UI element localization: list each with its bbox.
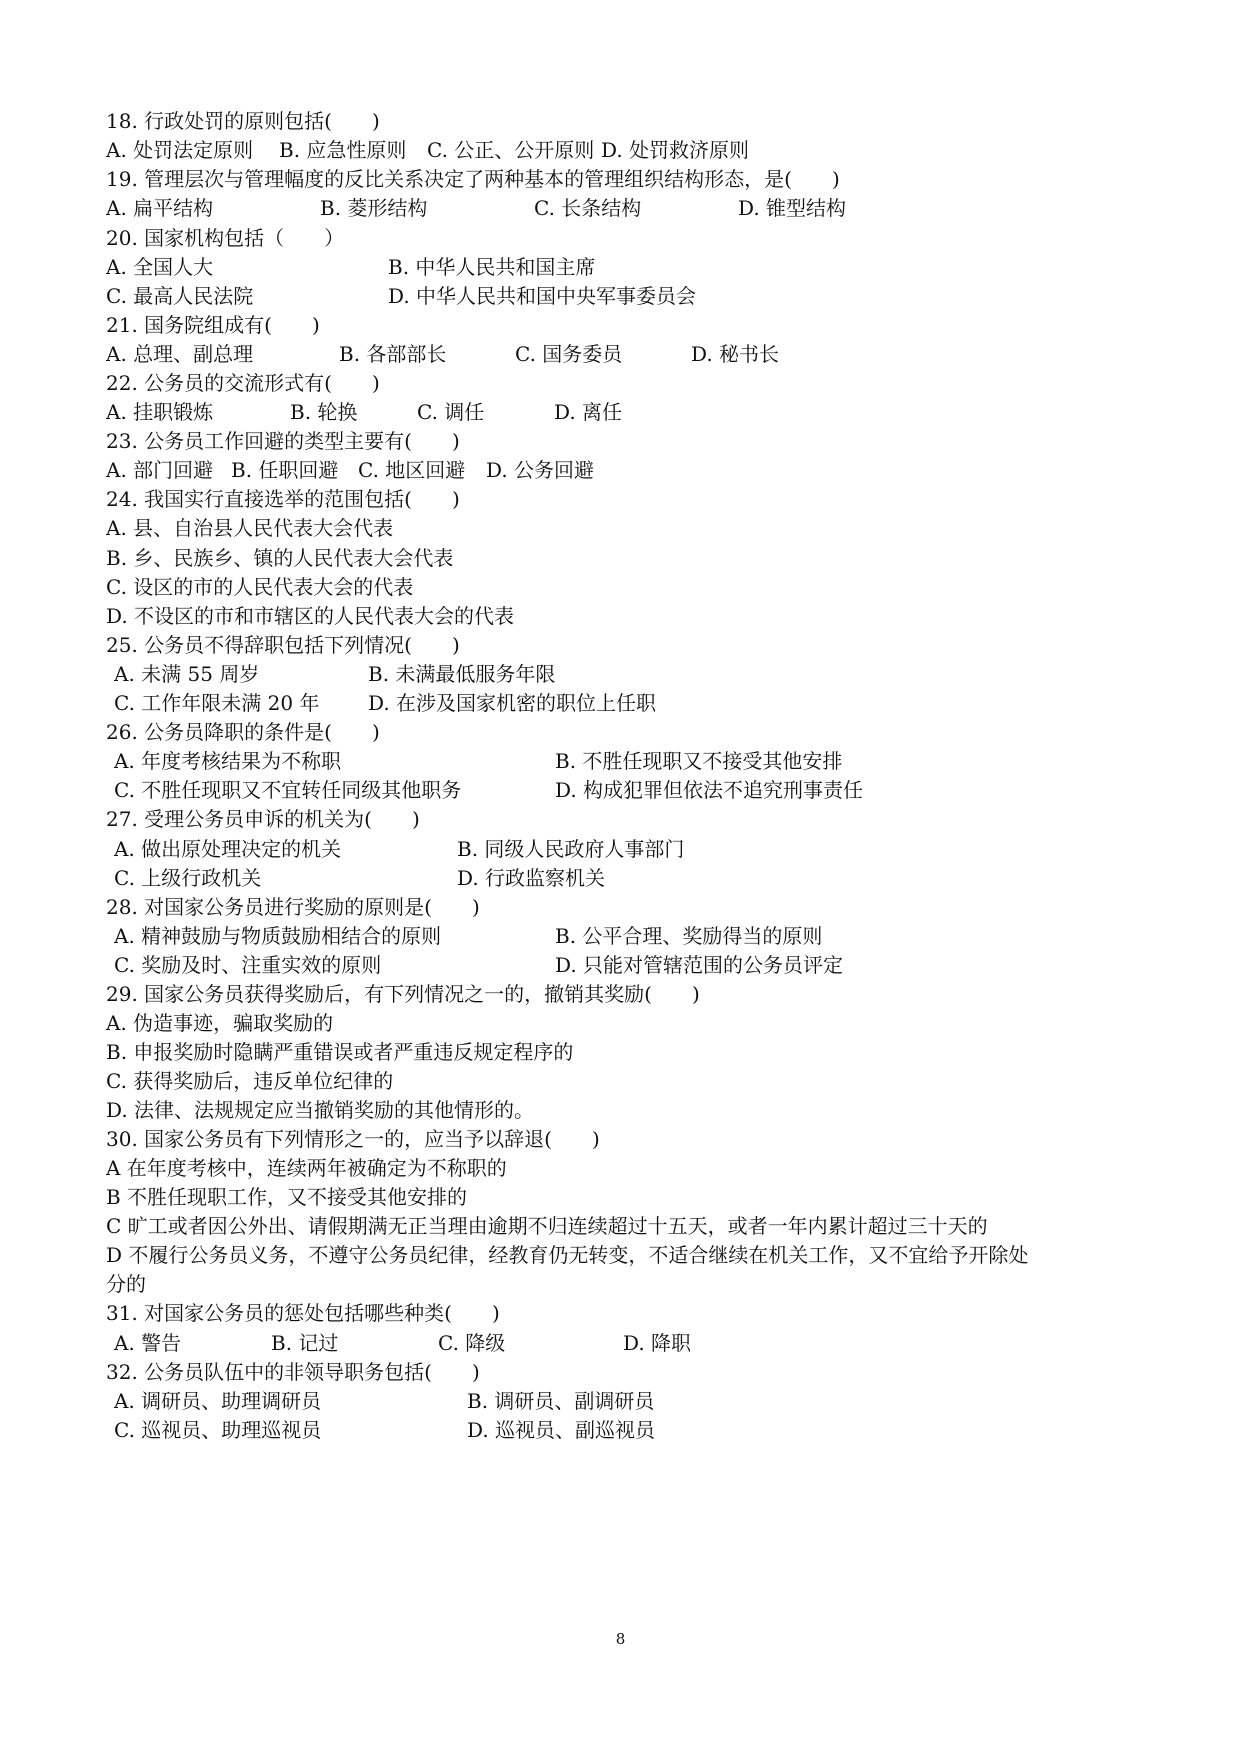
option: C. 巡视员、助理巡视员 xyxy=(114,1418,322,1442)
options-row xyxy=(114,690,714,716)
option: D. 不设区的市和市辖区的人民代表大会的代表 xyxy=(106,604,515,628)
page-number: 8 xyxy=(615,1630,626,1648)
option: C. 不胜任现职又不宜转任同级其他职务 xyxy=(114,778,462,802)
option: B. 记过 xyxy=(271,1331,339,1355)
option: B. 菱形结构 xyxy=(320,196,428,220)
option: C. 最高人民法院 xyxy=(106,284,254,308)
option: D. 公务回避 xyxy=(486,458,595,482)
options-row xyxy=(106,457,706,483)
option: D. 构成犯罪但依法不追究刑事责任 xyxy=(555,778,864,802)
option: D. 中华人民共和国中央军事委员会 xyxy=(388,284,697,308)
question-stem: 24. 我国实行直接选举的范围包括( ) xyxy=(106,487,460,511)
option: A. 年度考核结果为不称职 xyxy=(114,749,342,773)
option: B. 未满最低服务年限 xyxy=(368,662,556,686)
option: C. 公正、公开原则 xyxy=(427,138,595,162)
option: A. 县、自治县人民代表大会代表 xyxy=(106,516,394,540)
option: D 不履行公务员义务，不遵守公务员纪律，经教育仍无转变，不适合继续在机关工作，又不宜给予开除处 xyxy=(106,1243,1029,1267)
question-stem: 20. 国家机构包括（ ） xyxy=(106,226,345,250)
question-stem: 23. 公务员工作回避的类型主要有( ) xyxy=(106,429,460,453)
option: A. 做出原处理决定的机关 xyxy=(114,837,342,861)
option: D. 在涉及国家机密的职位上任职 xyxy=(368,691,657,715)
option: A. 全国人大 xyxy=(106,255,214,279)
option: A. 挂职锻炼 xyxy=(106,400,214,424)
option: C. 获得奖励后，违反单位纪律的 xyxy=(106,1069,394,1093)
option: D. 处罚救济原则 xyxy=(601,138,750,162)
options-row xyxy=(114,1330,814,1356)
question-stem: 18. 行政处罚的原则包括( ) xyxy=(106,109,380,133)
options-row xyxy=(114,923,914,949)
option: B. 申报奖励时隐瞒严重错误或者严重违反规定程序的 xyxy=(106,1040,574,1064)
question-stem: 27. 受理公务员申诉的机关为( ) xyxy=(106,807,420,831)
option: A 在年度考核中，连续两年被确定为不称职的 xyxy=(106,1156,507,1180)
option: A. 未满 55 周岁 xyxy=(114,662,260,686)
question-stem: 26. 公务员降职的条件是( ) xyxy=(106,720,380,744)
option: D. 只能对管辖范围的公务员评定 xyxy=(555,953,844,977)
options-row xyxy=(114,661,714,687)
option: D. 降职 xyxy=(623,1331,692,1355)
option: B. 各部部长 xyxy=(339,342,447,366)
options-row xyxy=(114,836,814,862)
options-row xyxy=(114,1388,814,1414)
question-stem: 21. 国务院组成有( ) xyxy=(106,313,320,337)
question-stem: 32. 公务员队伍中的非领导职务包括( ) xyxy=(106,1360,480,1384)
options-row xyxy=(106,399,706,425)
option: B. 应急性原则 xyxy=(279,138,407,162)
option: A. 处罚法定原则 xyxy=(106,138,254,162)
option: D. 秘书长 xyxy=(691,342,780,366)
option: D. 巡视员、副巡视员 xyxy=(467,1418,656,1442)
question-stem: 31. 对国家公务员的惩处包括哪些种类( ) xyxy=(106,1301,500,1325)
options-row xyxy=(114,1417,814,1443)
option: B 不胜任现职工作，又不接受其他安排的 xyxy=(106,1185,468,1209)
option: A. 扁平结构 xyxy=(106,196,214,220)
option: A. 部门回避 xyxy=(106,458,214,482)
option: A. 调研员、助理调研员 xyxy=(114,1389,322,1413)
option: C. 国务委员 xyxy=(515,342,623,366)
options-row xyxy=(114,865,814,891)
option: C. 地区回避 xyxy=(358,458,466,482)
options-row xyxy=(114,777,914,803)
options-row xyxy=(106,283,806,309)
option: D. 锥型结构 xyxy=(738,196,847,220)
option-continuation: 分的 xyxy=(106,1272,146,1296)
question-stem: 22. 公务员的交流形式有( ) xyxy=(106,371,380,395)
options-row xyxy=(106,341,806,367)
option: A. 总理、副总理 xyxy=(106,342,254,366)
option: D. 离任 xyxy=(554,400,623,424)
option: B. 公平合理、奖励得当的原则 xyxy=(555,924,823,948)
option: C 旷工或者因公外出、请假期满无正当理由逾期不归连续超过十五天，或者一年内累计超过三十天的 xyxy=(106,1214,988,1238)
option: C. 工作年限未满 20 年 xyxy=(114,691,320,715)
option: C. 设区的市的人民代表大会的代表 xyxy=(106,575,414,599)
option: A. 伪造事迹，骗取奖励的 xyxy=(106,1011,334,1035)
option: A. 警告 xyxy=(114,1331,182,1355)
question-stem: 30. 国家公务员有下列情形之一的，应当予以辞退( ) xyxy=(106,1127,600,1151)
option: D. 行政监察机关 xyxy=(457,866,606,890)
option: A. 精神鼓励与物质鼓励相结合的原则 xyxy=(114,924,442,948)
option: B. 轮换 xyxy=(290,400,358,424)
option: C. 调任 xyxy=(417,400,485,424)
question-stem: 25. 公务员不得辞职包括下列情况( ) xyxy=(106,633,460,657)
option: C. 长条结构 xyxy=(534,196,642,220)
question-stem: 28. 对国家公务员进行奖励的原则是( ) xyxy=(106,895,480,919)
option: C. 上级行政机关 xyxy=(114,866,262,890)
option: B. 任职回避 xyxy=(231,458,339,482)
options-row xyxy=(114,748,914,774)
option: B. 乡、民族乡、镇的人民代表大会代表 xyxy=(106,546,454,570)
options-row xyxy=(106,195,866,221)
option: B. 不胜任现职又不接受其他安排 xyxy=(555,749,843,773)
option: C. 降级 xyxy=(438,1331,506,1355)
options-row xyxy=(106,254,806,280)
option: C. 奖励及时、注重实效的原则 xyxy=(114,953,382,977)
option: B. 中华人民共和国主席 xyxy=(388,255,596,279)
options-row xyxy=(106,137,806,163)
question-stem: 29. 国家公务员获得奖励后，有下列情况之一的，撤销其奖励( ) xyxy=(106,982,700,1006)
option: B. 调研员、副调研员 xyxy=(467,1389,655,1413)
option: B. 同级人民政府人事部门 xyxy=(457,837,685,861)
question-stem: 19. 管理层次与管理幅度的反比关系决定了两种基本的管理组织结构形态，是( ) xyxy=(106,167,840,191)
options-row xyxy=(114,952,914,978)
option: D. 法律、法规规定应当撤销奖励的其他情形的。 xyxy=(106,1098,535,1122)
